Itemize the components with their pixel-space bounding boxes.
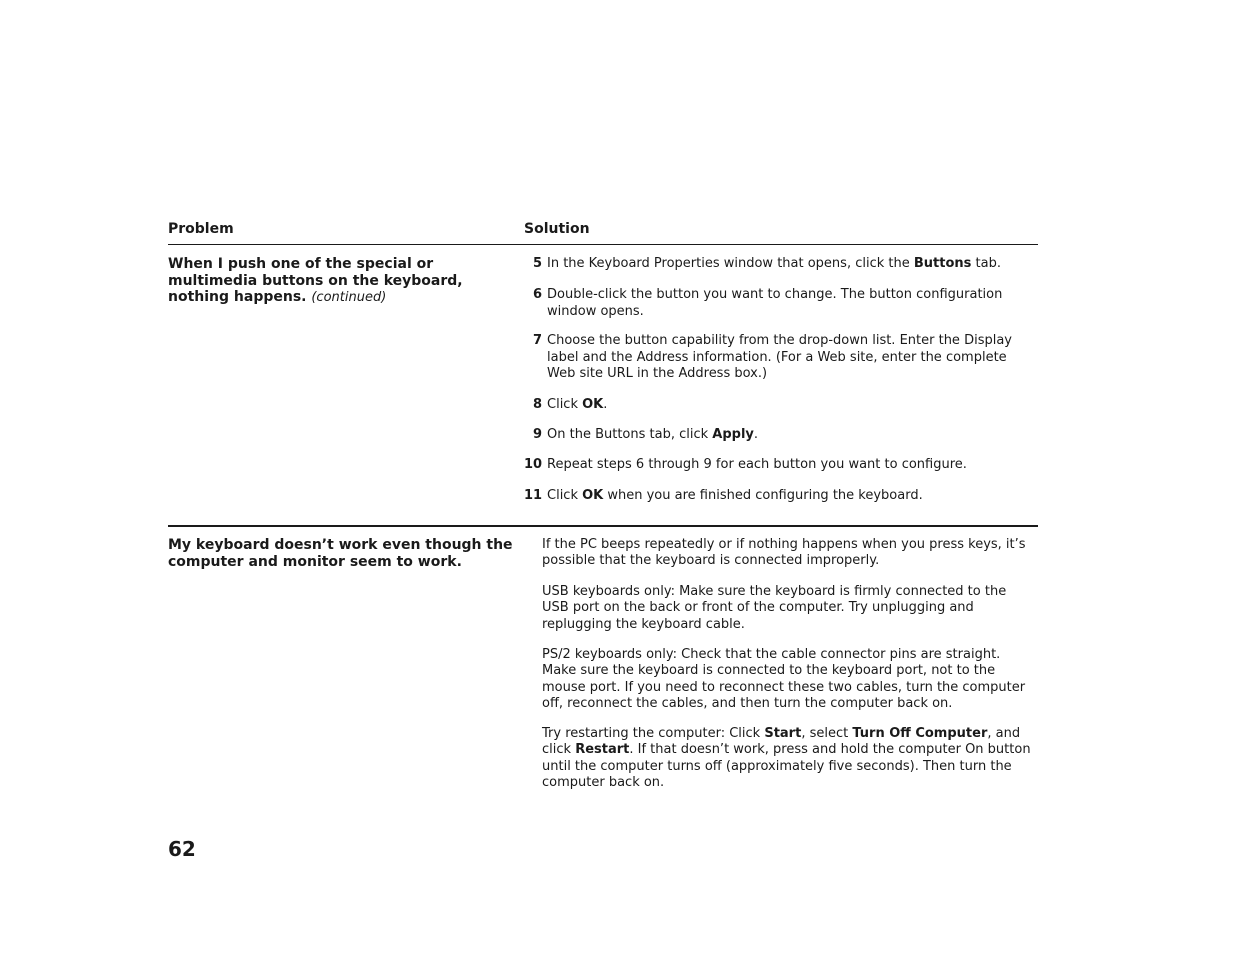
row-divider	[168, 525, 1038, 527]
solution-paragraph: USB keyboards only: Make sure the keyboard is firmly connected to the USB port on the back or front of the computer. Try unplugging and replugging the keyboard cable.	[542, 584, 1007, 632]
solution-paragraph: If the PC beeps repeatedly or if nothing happens when you press keys, it’s possible that the keyboard is connected improperly.	[542, 537, 1026, 569]
solution-step: 9 On the Buttons tab, click Apply.	[524, 427, 1024, 444]
ui-term: Restart	[575, 742, 630, 758]
step-number: 9	[532, 427, 542, 442]
solution-step: 7 Choose the button capability from the drop-down list. Enter the Display label and the Address information. (For a Web site, enter the complete Web site URL in the Address box.)	[524, 333, 1024, 383]
step-number: 11	[524, 488, 543, 503]
solution-paragraph: PS/2 keyboards only: Check that the cable connector pins are straight. Make sure the keyboard is connected to the keyboard port, not to the mouse port. If you need to reconnect these two cables, turn the computer off, reconnect the cables, and then turn the computer back on.	[542, 647, 1026, 711]
solution-step: 6 Double-click the button you want to change. The button configuration window opens.	[524, 287, 1024, 320]
step-number: 8	[532, 397, 542, 412]
page-number: 62	[168, 837, 196, 861]
step-number: 5	[532, 256, 542, 271]
ui-term: Start	[764, 726, 802, 741]
ui-term: OK	[582, 397, 604, 412]
header-divider	[168, 244, 1038, 245]
ui-term: Turn Off Computer	[852, 726, 988, 741]
solution-step: 11 Click OK when you are finished configuring the keyboard.	[524, 488, 923, 503]
solution-step: 8 Click OK.	[524, 397, 1024, 414]
step-number: 10	[524, 457, 543, 472]
problem-keyboard-not-working: My keyboard doesn’t work even though the computer and monitor seem to work.	[168, 537, 513, 570]
column-header-problem: Problem	[168, 221, 234, 237]
ui-term: Buttons	[913, 256, 972, 271]
solution-paragraph-restart: Try restarting the computer: Click Start, select Turn Off Computer, and click Restart. If that doesn’t work, press and hold the computer On button until the computer turns off (approximately five seconds). Then turn the computer back on.	[542, 726, 1031, 790]
continued-note: (continued)	[311, 290, 387, 305]
step-number: 7	[532, 333, 542, 348]
column-header-solution: Solution	[524, 221, 590, 237]
solution-step: 5 In the Keyboard Properties window that opens, click the Buttons tab.	[524, 256, 1024, 273]
problem-text: When I push one of the special or multimedia buttons on the keyboard, nothing happens.	[168, 256, 463, 305]
ui-term: OK	[582, 488, 604, 503]
problem-special-buttons	[168, 256, 513, 307]
solution-step: 10 Repeat steps 6 through 9 for each button you want to configure.	[524, 457, 967, 472]
step-number: 6	[532, 287, 542, 302]
ui-term: Apply	[712, 427, 754, 442]
